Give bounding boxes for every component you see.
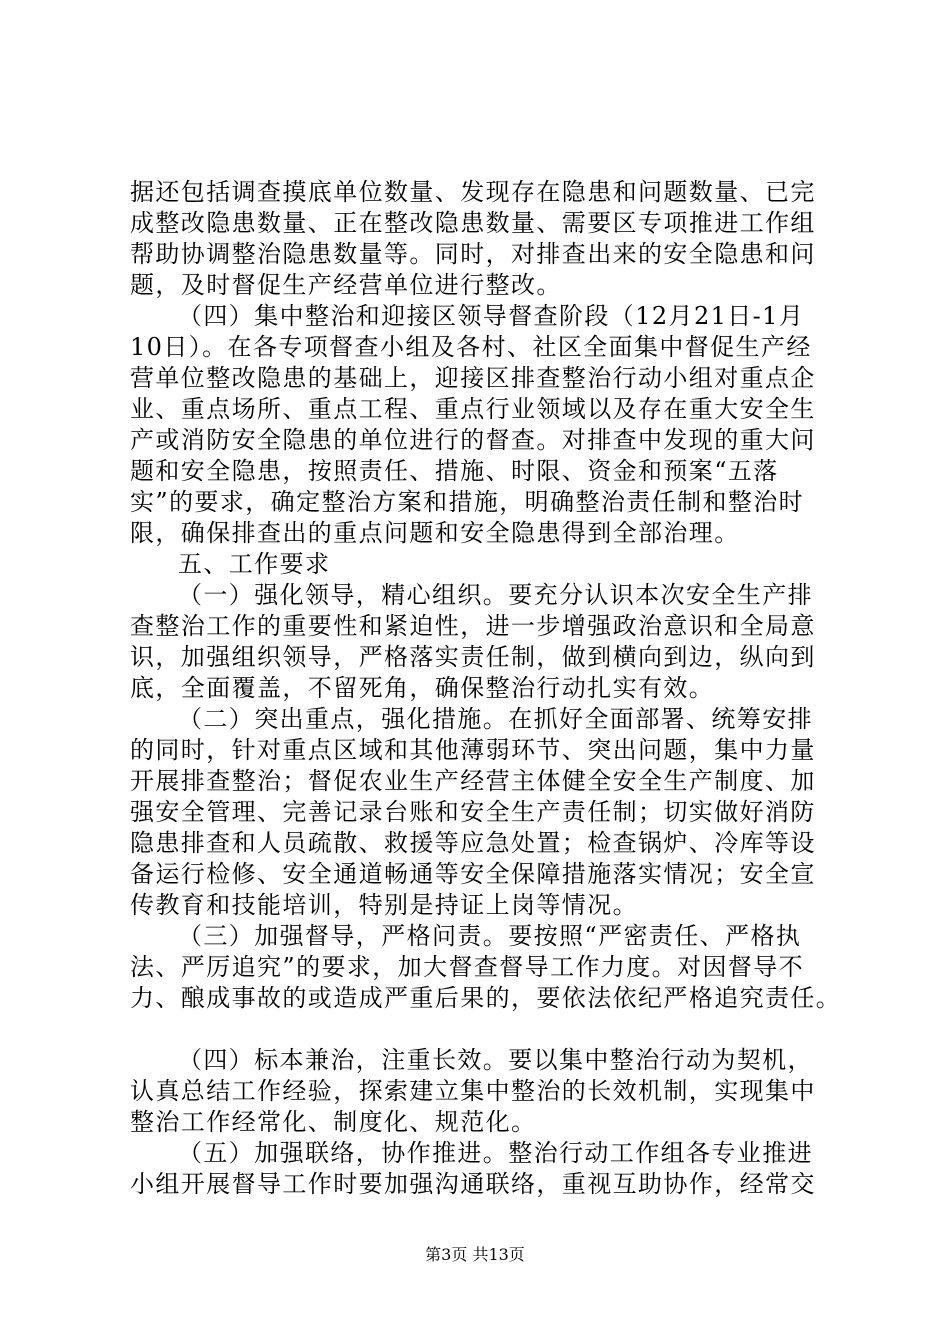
text-line: 隐患排查和人员疏散、救援等应急处置；检查锅炉、冷库等设 (130, 829, 816, 857)
text-line: 法、严厉追究”的要求，加大督查督导工作力度。对因督导不 (130, 953, 805, 981)
text-line: 强安全管理、完善记录台账和安全生产责任制；切实做好消防 (130, 798, 816, 826)
text-line: 产或消防安全隐患的单位进行的督查。对排查中发现的重大问 (130, 426, 816, 454)
text-line: （五）加强联络，协作推进。整治行动工作组各专业推进 (178, 1139, 813, 1167)
text-line: 认真总结工作经验，探索建立集中整治的长效机制，实现集中 (130, 1077, 816, 1105)
text-line: （二）突出重点，强化措施。在抓好全面部署、统筹安排 (178, 705, 813, 733)
document-body (130, 177, 842, 1200)
text-line: 营单位整改隐患的基础上，迎接区排查整治行动小组对重点企 (130, 364, 816, 392)
text-line: 小组开展督导工作时要加强沟通联络，重视互助协作，经常交 (130, 1170, 816, 1198)
section-heading: 五、工作要求 (178, 550, 331, 578)
text-line: 传教育和技能培训，特别是持证上岗等情况。 (130, 891, 638, 919)
text-line: （一）强化领导，精心组织。要充分认识本次安全生产排 (178, 581, 813, 609)
text-line: （三）加强督导，严格问责。要按照“严密责任、严格执 (178, 922, 802, 950)
text-line: 整治工作经常化、制度化、规范化。 (130, 1108, 537, 1136)
text-line: 开展排查整治；督促农业生产经营主体健全安全生产制度、加 (130, 767, 816, 795)
text-line: （四）集中整治和迎接区领导督查阶段（12月21日-1月 (178, 302, 805, 330)
text-line: （四）标本兼治，注重长效。要以集中整治行动为契机， (178, 1046, 813, 1074)
text-line: 据还包括调查摸底单位数量、发现存在隐患和问题数量、已完 (130, 178, 816, 206)
text-line: 限，确保排查出的重点问题和安全隐患得到全部治理。 (130, 519, 740, 547)
page-footer: 第3页 共13页 (425, 1245, 525, 1264)
text-line: 力、酿成事故的或造成严重后果的，要依法依纪严格追究责任。 (130, 984, 842, 1012)
text-line: 查整治工作的重要性和紧迫性，进一步增强政治意识和全局意 (130, 612, 816, 640)
text-line: 业、重点场所、重点工程、重点行业领域以及存在重大安全生 (130, 395, 816, 423)
text-line: 帮助协调整治隐患数量等。同时，对排查出来的安全隐患和问 (130, 240, 816, 268)
paragraph-gap (130, 1014, 830, 1045)
text-line: 成整改隐患数量、正在整改隐患数量、需要区专项推进工作组 (130, 209, 816, 237)
text-line: 题和安全隐患，按照责任、措施、时限、资金和预案“五落 (130, 457, 779, 485)
text-line: 识，加强组织领导，严格落实责任制，做到横向到边，纵向到 (130, 643, 816, 671)
text-line: 题，及时督促生产经营单位进行整改。 (130, 271, 562, 299)
text-line: 的同时，针对重点区域和其他薄弱环节、突出问题，集中力量 (130, 736, 816, 764)
text-line: 底，全面覆盖，不留死角，确保整治行动扎实有效。 (130, 674, 715, 702)
text-line: 备运行检修、安全通道畅通等安全保障措施落实情况；安全宣 (130, 860, 816, 888)
text-line: 10日）。在各专项督查小组及各村、社区全面集中督促生产经 (130, 333, 812, 361)
text-line: 实”的要求，确定整治方案和措施，明确整治责任制和整治时 (130, 488, 805, 516)
